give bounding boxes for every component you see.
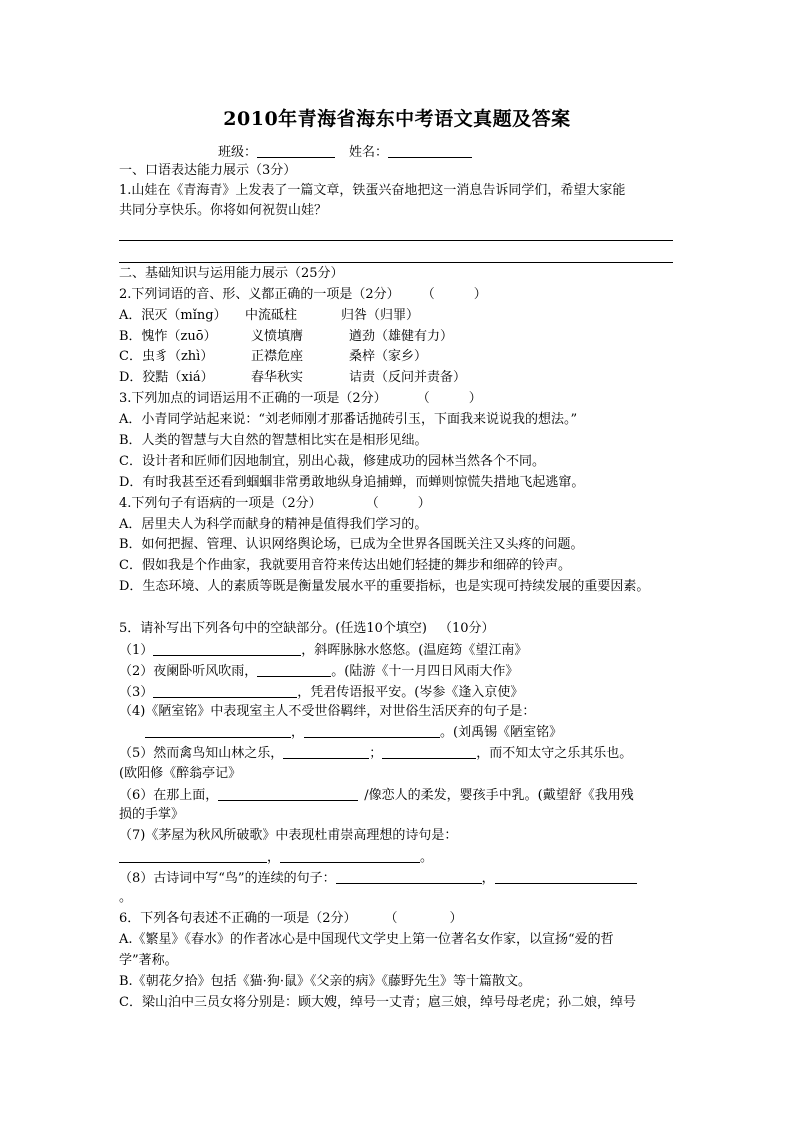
fill-blank[interactable]: [495, 869, 637, 884]
q4-option-a: A．居里夫人为科学而献身的精神是值得我们学习的。: [119, 517, 428, 532]
answer-line: [119, 262, 673, 263]
fill-blank[interactable]: [218, 786, 358, 801]
fill-blank[interactable]: [119, 848, 267, 863]
q1-text: 1.山娃在《青海青》上发表了一篇文章，铁蛋兴奋地把这一消息告诉同学们，希望大家能: [119, 183, 626, 198]
q5-item-5-source: (欧阳修《醉翁亭记》: [119, 766, 242, 781]
q6-stem: 6．下列各句表述不正确的一项是（2分） （ ）: [119, 911, 463, 926]
fill-blank[interactable]: [257, 662, 331, 677]
q4-option-d: D．生态环境、人的素质等既是衡量发展水平的重要指标，也是实现可持续发展的重要因素。: [119, 579, 650, 594]
q6-option-a: A.《繁星》《春水》的作者冰心是中国现代文学史上第一位著名女作家，以宣扬“爱的哲: [119, 932, 614, 947]
q2-option-c: C．虫豸（zhì） 正襟危座 桑梓（家乡）: [119, 349, 428, 364]
q5-item-6: （6）在那上面， /像恋人的柔发，婴孩手中乳。(戴望舒《我用残: [119, 788, 634, 803]
answer-paren: （ ）: [365, 496, 431, 511]
q5-item-7: （7)《茅屋为秋风所破歌》中表现杜甫崇高理想的诗句是：: [119, 828, 458, 843]
q6-option-a-cont: 学”著称。: [119, 953, 178, 968]
q5-item-6-source: 损的手掌》: [119, 807, 185, 822]
fill-blank[interactable]: [145, 723, 291, 738]
q5-item-4: （4)《陋室铭》中表现室主人不受世俗羁绊，对世俗生活厌弃的句子是：: [119, 704, 536, 719]
q2-option-d: D．狡黠（xiá） 春华秋实 诘责（反问并责备）: [119, 370, 467, 385]
q6-option-c: C．梁山泊中三员女将分别是：顾大嫂，绰号一丈青；扈三娘，绰号母老虎；孙二娘，绰号: [119, 995, 636, 1010]
student-info-line: [218, 143, 472, 162]
q6-option-b: B.《朝花夕拾》包括《猫·狗·鼠》《父亲的病》《藤野先生》等十篇散文。: [119, 974, 531, 989]
name-blank[interactable]: [388, 143, 472, 158]
name-label: 姓名：: [349, 145, 389, 160]
q3-option-a: A．小青同学站起来说：“刘老师刚才那番话抛砖引玉，下面我来说说我的想法。”: [119, 412, 578, 427]
answer-line: [119, 240, 673, 241]
q5-item-8: （8）古诗词中写“鸟”的连续的句子： ，: [119, 869, 637, 888]
fill-blank[interactable]: [153, 641, 301, 656]
answer-paren: （ ）: [421, 287, 487, 302]
q5-item-7-blanks: ， 。: [119, 848, 433, 867]
q4-stem: 4.下列句子有语病的一项是（2分） （ ）: [119, 496, 431, 511]
q2-stem: 2.下列词语的音、形、义都正确的一项是（2分） （ ）: [119, 287, 487, 302]
section-1-heading: 一、口语表达能力展示（3分）: [119, 163, 297, 178]
answer-paren: （ ）: [384, 911, 463, 926]
q5-item-1: （1） ，斜晖脉脉水悠悠。(温庭筠《望江南》: [119, 643, 528, 658]
fill-blank[interactable]: [283, 744, 369, 759]
page-title: 2010年青海省海东中考语文真题及答案: [223, 108, 571, 130]
class-blank[interactable]: [257, 143, 335, 158]
fill-blank[interactable]: [153, 683, 297, 698]
q4-option-c: C．假如我是个作曲家，我就要用音符来传达出她们轻捷的舞步和细碎的铃声。: [119, 558, 571, 573]
q3-option-c: C．设计者和匠师们因地制宜，别出心裁，修建成功的园林当然各个不同。: [119, 454, 545, 469]
q2-option-b: B．愧怍（zuō） 义愤填膺 遒劲（雄健有力）: [119, 329, 454, 344]
q1-text: 共同分享快乐。你将如何祝贺山娃？: [119, 203, 328, 218]
fill-blank[interactable]: [280, 848, 420, 863]
fill-blank[interactable]: [336, 869, 482, 884]
fill-blank[interactable]: [382, 744, 476, 759]
q3-option-b: B．人类的智慧与大自然的智慧相比实在是相形见绌。: [119, 433, 428, 448]
q5-item-5: （5）然而禽鸟知山林之乐， ； ，而不知太守之乐其乐也。: [119, 746, 633, 761]
q3-option-d: D．有时我甚至还看到蝈蝈非常勇敢地纵身追捕蝉，而蝉则惊慌失措地飞起逃窜。: [119, 475, 585, 490]
q3-stem: 3.下列加点的词语运用不正确的一项是（2分） （ ）: [119, 391, 482, 406]
answer-paren: （ ）: [416, 391, 482, 406]
fill-blank[interactable]: [304, 723, 440, 738]
q5-item-4-blanks: ， 。(刘禹锡《陋室铭》: [119, 723, 562, 742]
q5-item-8-end: 。: [119, 890, 133, 905]
q2-option-a: A．泯灭（mǐng） 中流砥柱 归咎（归罪）: [119, 308, 420, 323]
q5-stem: 5．请补写出下列各句中的空缺部分。(任选10个填空) （10分）: [119, 621, 495, 636]
class-label: 班级：: [218, 145, 258, 160]
section-2-heading: 二、基础知识与运用能力展示（25分）: [119, 266, 344, 281]
q5-item-2: （2）夜阑卧听风吹雨， 。(陆游《十一月四日风雨大作》: [119, 664, 519, 679]
q5-item-3: （3） ，凭君传语报平安。(岑参《逢入京使》: [119, 685, 524, 700]
q4-option-b: B．如何把握、管理、认识网络舆论场，已成为全世界各国既关注又头疼的问题。: [119, 537, 584, 552]
